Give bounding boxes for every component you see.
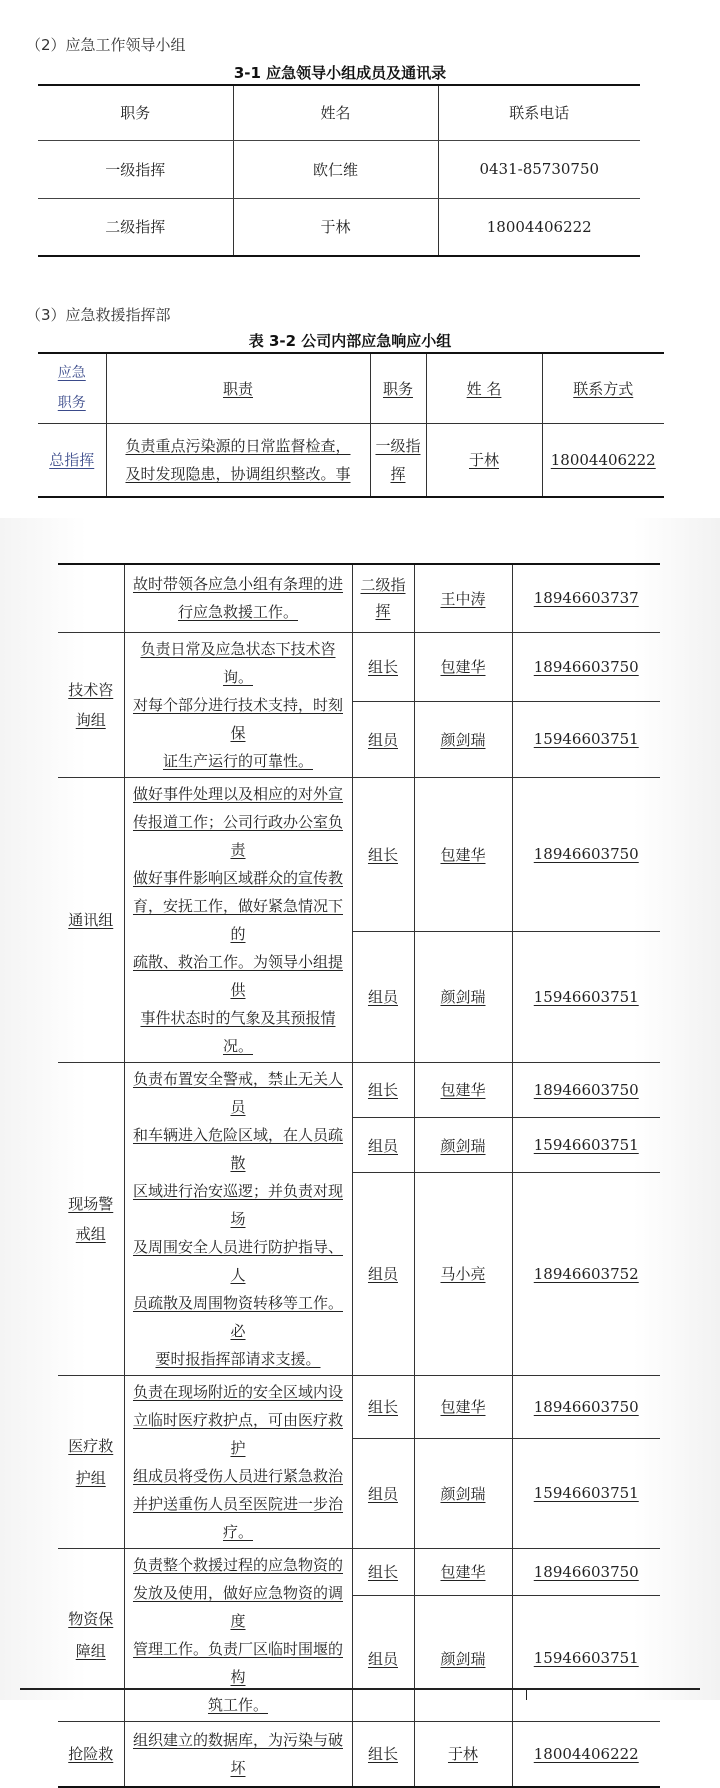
response-group-table-continued [58, 563, 660, 1788]
phone-cell: 15946603751 [512, 931, 660, 1062]
table-row [58, 1375, 660, 1438]
group-cell: 物资保障组 [58, 1548, 124, 1721]
next-page-border [20, 1688, 700, 1690]
role-cell: 组员 [352, 1173, 414, 1375]
phone-cell: 15946603751 [512, 702, 660, 777]
phone-cell: 15946603751 [512, 1438, 660, 1548]
phone-cell: 18004406222 [438, 198, 640, 256]
group-cell: 技术咨询组 [58, 632, 124, 777]
group-cell: 抢险救 [58, 1721, 124, 1787]
duty-cell: 负责整个救援过程的应急物资的 发放及使用，做好应急物资的调度 管理工作。负责厂区临时围堰的构 筑工作。 [124, 1548, 352, 1721]
table-row [58, 1548, 660, 1595]
table-row [58, 1721, 660, 1787]
duty-cell: 做好事件处理以及相应的对外宣 传报道工作；公司行政办公室负责 做好事件影响区域群众的宣传教 育，安抚工作，做好紧急情况下的 疏散、救治工作。为领导小组提供 事件状态时的气象及其预报情况。 [124, 777, 352, 1062]
name-cell: 颜剑瑞 [414, 1438, 512, 1548]
duty-cell: 负责日常及应急状态下技术咨询。 对每个部分进行技术支持，时刻保 证生产运行的可靠性。 [124, 632, 352, 777]
name-cell: 包建华 [414, 777, 512, 931]
duty-cell: 组织建立的数据库，为污染与破坏 [124, 1721, 352, 1787]
role-cell: 组长 [352, 1721, 414, 1787]
table-row [58, 564, 660, 632]
role-cell: 组长 [352, 1375, 414, 1438]
name-cell: 欧仁维 [233, 140, 438, 198]
name-cell: 包建华 [414, 1548, 512, 1595]
role-cell: 组长 [352, 1062, 414, 1117]
table-row [58, 632, 660, 702]
group-cell: 现场警戒组 [58, 1062, 124, 1375]
role-cell: 组员 [352, 702, 414, 777]
group-cell: 通讯组 [58, 777, 124, 1062]
header-cell: 联系电话 [438, 85, 640, 140]
role-cell: 组员 [352, 1595, 414, 1721]
table-header-row [38, 85, 640, 140]
phone-cell: 15946603751 [512, 1117, 660, 1172]
role-cell: 二级指挥 [38, 198, 233, 256]
section-heading-command: （3）应急救援指挥部 [26, 306, 171, 324]
role-cell: 组员 [352, 1117, 414, 1172]
duty-cell: 负责布置安全警戒，禁止无关人员 和车辆进入危险区域，在人员疏散 区域进行治安巡逻；并负责对现场 及周围安全人员进行防护指导、人 员疏散及周围物资转移等工作。必 要时报指挥部请求支援。 [124, 1062, 352, 1375]
role-cell: 一级指挥 [370, 423, 426, 497]
table-row [58, 777, 660, 931]
phone-cell: 18004406222 [512, 1721, 660, 1787]
phone-cell: 15946603751 [512, 1595, 660, 1721]
table1-caption: 3-1 应急领导小组成员及通讯录 [233, 64, 447, 82]
phone-cell: 18946603750 [512, 777, 660, 931]
role-cell: 组长 [352, 1548, 414, 1595]
name-cell: 马小亮 [414, 1173, 512, 1375]
duty-cell: 故时带领各应急小组有条理的进 行应急救援工作。 [124, 564, 352, 632]
name-cell: 颜剑瑞 [414, 702, 512, 777]
section-heading-leadership: （2）应急工作领导小组 [26, 36, 186, 54]
table-row [38, 423, 664, 497]
name-cell: 包建华 [414, 632, 512, 702]
phone-cell: 18946603750 [512, 1062, 660, 1117]
table-row [38, 198, 640, 256]
role-cell: 一级指挥 [38, 140, 233, 198]
name-cell: 颜剑瑞 [414, 1117, 512, 1172]
name-cell: 颜剑瑞 [414, 1595, 512, 1721]
header-cell: 姓名 [233, 85, 438, 140]
name-cell: 颜剑瑞 [414, 931, 512, 1062]
header-cell: 姓 名 [426, 353, 542, 423]
table-header-row [38, 353, 664, 423]
name-cell: 于林 [426, 423, 542, 497]
table-row [38, 140, 640, 198]
duty-cell: 负责在现场附近的安全区域内设 立临时医疗救护点，可由医疗救护 组成员将受伤人员进行紧急救治 并护送重伤人员至医院进一步治 疗。 [124, 1375, 352, 1548]
header-cell: 应急 职务 [38, 353, 106, 423]
table2-caption: 表 3-2 公司内部应急响应小组 [248, 332, 452, 350]
header-cell: 职务 [38, 85, 233, 140]
name-cell: 包建华 [414, 1062, 512, 1117]
phone-cell: 18946603752 [512, 1173, 660, 1375]
phone-cell: 18946603737 [512, 564, 660, 632]
duty-cell: 负责重点污染源的日常监督检查， 及时发现隐患，协调组织整改。事 [106, 423, 370, 497]
name-cell: 包建华 [414, 1375, 512, 1438]
header-cell: 联系方式 [542, 353, 664, 423]
header-cell: 职务 [370, 353, 426, 423]
phone-cell: 18946603750 [512, 632, 660, 702]
phone-cell: 18946603750 [512, 1375, 660, 1438]
role-cell: 组员 [352, 1438, 414, 1548]
name-cell: 于林 [233, 198, 438, 256]
leadership-table [38, 84, 640, 257]
role-cell: 组员 [352, 931, 414, 1062]
next-page-divider [526, 1688, 527, 1700]
phone-cell: 0431-85730750 [438, 140, 640, 198]
phone-cell: 18004406222 [542, 423, 664, 497]
role-cell: 二级指挥 [352, 564, 414, 632]
header-cell: 职责 [106, 353, 370, 423]
phone-cell: 18946603750 [512, 1548, 660, 1595]
role-cell: 组长 [352, 632, 414, 702]
group-cell: 总指挥 [38, 423, 106, 497]
role-cell: 组长 [352, 777, 414, 931]
name-cell: 王中涛 [414, 564, 512, 632]
table-row [58, 1062, 660, 1117]
group-cell: 医疗救护组 [58, 1375, 124, 1548]
name-cell: 于林 [414, 1721, 512, 1787]
response-group-table-header [38, 352, 664, 498]
group-cell [58, 564, 124, 632]
